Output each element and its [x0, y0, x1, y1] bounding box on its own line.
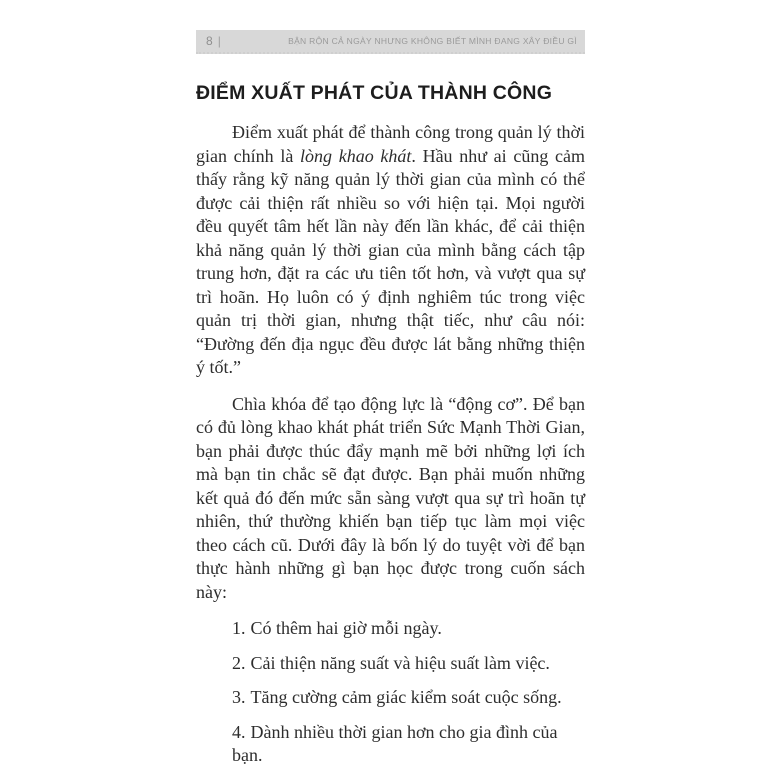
paragraph-1-lead: Điểm xuất phát để thành công trong quản lý thời gian chính là — [196, 122, 585, 166]
list-item-marker: 3. — [232, 687, 246, 707]
page-content — [196, 30, 585, 779]
page-number-separator: | — [217, 34, 221, 48]
page-header-bar — [196, 30, 585, 54]
body-text — [196, 121, 585, 768]
running-head: BẬN RỘN CẢ NGÀY NHƯNG KHÔNG BIẾT MÌNH ĐANG XÂY ĐIỀU GÌ — [288, 36, 577, 46]
list-item-marker: 1. — [232, 618, 246, 638]
page-number-group — [206, 34, 221, 48]
list-item-marker: 2. — [232, 652, 246, 673]
paragraph-1-rest: . Hầu như ai cũng cảm thấy rằng kỹ năng quản lý thời gian của mình có thể được cải thiện rất nhiều so với hiện tại. Mọi người đều quyết tâm hết lần này đến lần khác, để cải thiện khả năng quản lý thời gian của mình bằng cách tập trung hơn, đặt ra các ưu tiên tốt hơn, và vượt qua sự trì hoãn. Họ luôn có ý định nghiêm túc trong việc quản trị thời gian, nhưng thật tiếc, như câu nói: “Đường đến địa ngục đều được lát bằng những thiện ý tốt.” — [196, 145, 586, 377]
page-number: 8 — [206, 34, 213, 48]
list-item-marker: 4. — [232, 721, 246, 742]
chapter-heading: ĐIỂM XUẤT PHÁT CỦA THÀNH CÔNG — [196, 82, 553, 104]
list-item — [232, 686, 585, 710]
list-item — [232, 652, 585, 676]
list-item-text: Tăng cường cảm giác kiểm soát cuộc sống. — [250, 687, 562, 707]
paragraph-1 — [196, 121, 585, 380]
benefit-list — [196, 617, 585, 768]
paragraph-2: Chìa khóa để tạo động lực là “động cơ”. Để bạn có đủ lòng khao khát phát triển Sức Mạnh Thời Gian, bạn phải được thúc đẩy mạnh mẽ bởi những lợi ích mà bạn tin chắc sẽ đạt được. Bạn phải muốn những kết quả đó đến mức sẵn sàng vượt qua sự trì hoãn tự nhiên, thứ thường khiến bạn tiếp tục làm mọi việc theo cách cũ. Dưới đây là bốn lý do tuyệt vời để bạn thực hành những gì bạn học được trong cuốn sách này: — [196, 393, 585, 602]
list-item-text: Cải thiện năng suất và hiệu suất làm việc. — [250, 652, 550, 673]
list-item — [232, 721, 585, 768]
list-item-text: Có thêm hai giờ mỗi ngày. — [250, 618, 442, 638]
list-item — [232, 617, 585, 641]
paragraph-1-italic-phrase: lòng khao khát — [300, 145, 412, 166]
list-item-text: Dành nhiều thời gian hơn cho gia đình của bạn. — [232, 721, 558, 765]
